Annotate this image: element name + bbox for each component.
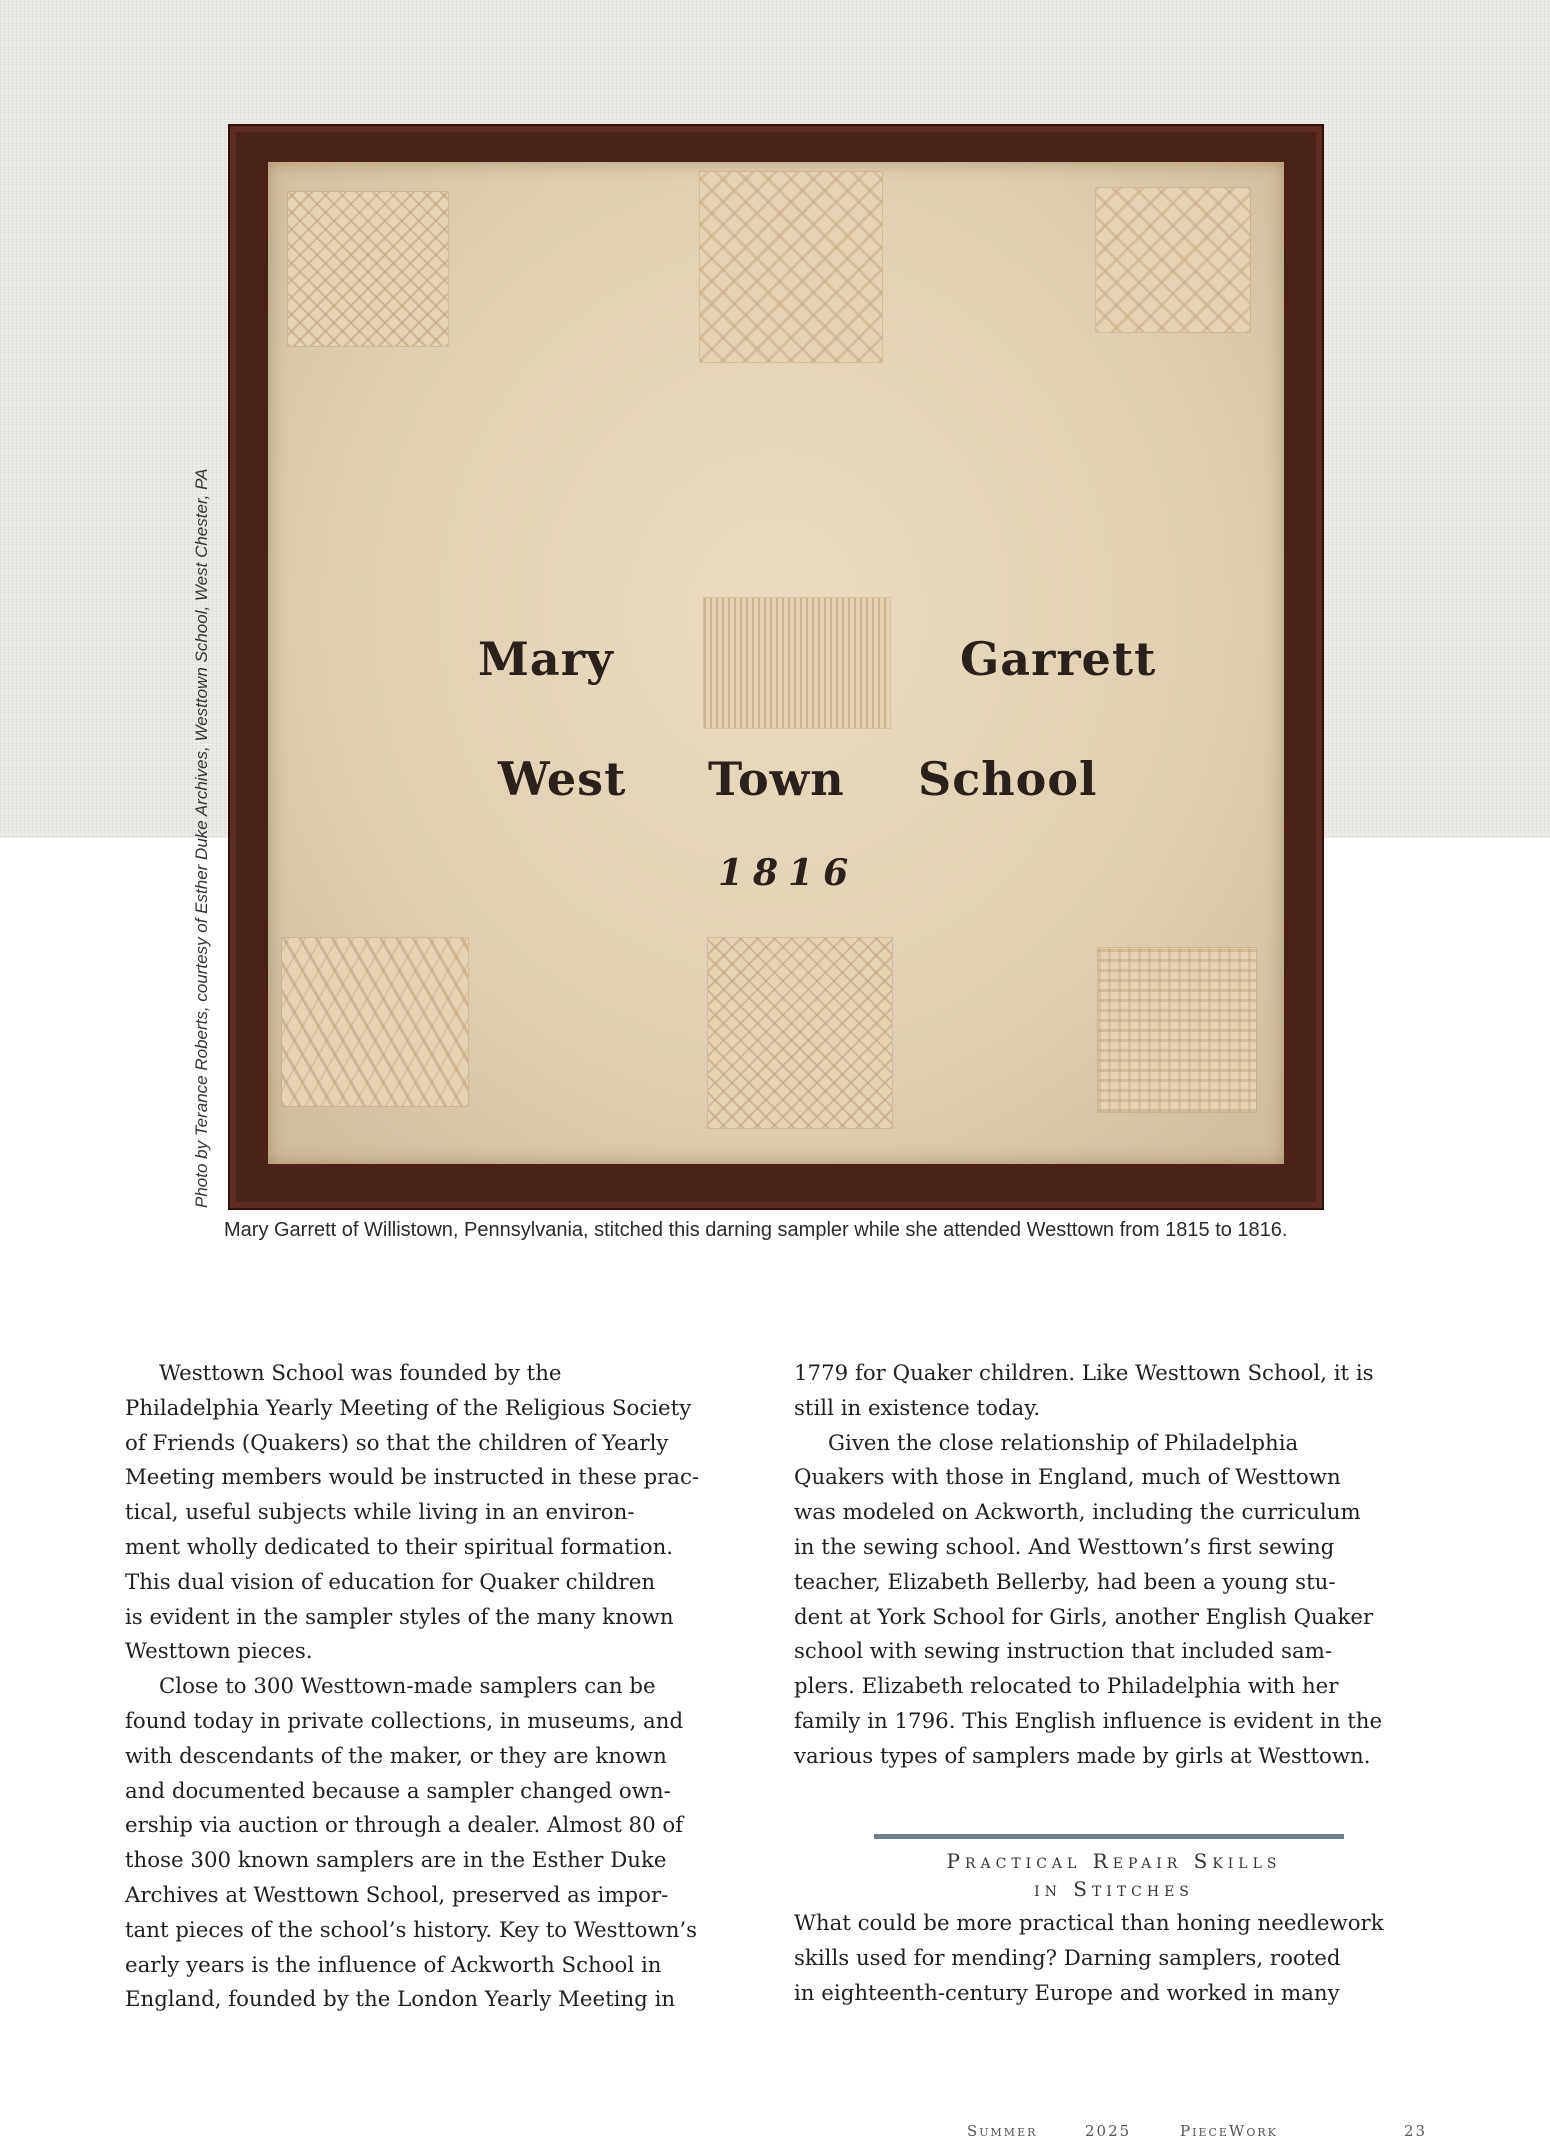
darning-patch	[1098, 948, 1256, 1112]
paragraph-line: in eighteenth-century Europe and worked in many	[794, 1980, 1340, 2006]
darning-patch	[282, 938, 468, 1106]
paragraph-line: with descendants of the maker, or they are known	[125, 1743, 667, 1769]
paragraph-line: tical, useful subjects while living in an environ-	[125, 1500, 635, 1526]
article-column-right	[794, 1357, 1434, 1775]
section-heading	[794, 1847, 1434, 1903]
paragraph-line: teacher, Elizabeth Bellerby, had been a young stu-	[794, 1569, 1336, 1595]
paragraph-line: and documented because a sampler changed own-	[125, 1778, 671, 1804]
photo-caption: Mary Garrett of Willistown, Pennsylvania, stitched this darning sampler while she attended Westtown from 1815 to 1816.	[224, 1219, 1288, 1241]
paragraph-line: Meeting members would be instructed in these prac-	[125, 1465, 700, 1491]
stitched-word-west: West	[498, 752, 627, 806]
paragraph-line: 1779 for Quaker children. Like Westtown School, it is	[794, 1361, 1374, 1386]
paragraph-line: in the sewing school. And Westtown’s first sewing	[794, 1534, 1335, 1560]
paragraph-line: various types of samplers made by girls at Westtown.	[794, 1743, 1371, 1769]
paragraph-line: England, founded by the London Yearly Meeting in	[125, 1987, 676, 2013]
stitched-word-town: Town	[708, 752, 845, 806]
stitched-first-name: Mary	[478, 632, 614, 686]
paragraph-line: Quakers with those in England, much of Westtown	[794, 1465, 1341, 1491]
paragraph-line: Given the close relationship of Philadelphia	[828, 1430, 1299, 1456]
darning-patch	[708, 938, 892, 1128]
sampler-photo	[228, 124, 1324, 1210]
footer-magazine: PieceWork	[1180, 2122, 1278, 2140]
stitched-last-name: Garrett	[960, 632, 1157, 686]
paragraph-line: skills used for mending? Darning samplers, rooted	[794, 1945, 1341, 1971]
paragraph-line: This dual vision of education for Quaker children	[125, 1569, 656, 1595]
paragraph-line: Archives at Westtown School, preserved as impor-	[125, 1882, 669, 1908]
paragraph-line: of Friends (Quakers) so that the children of Yearly	[125, 1430, 669, 1456]
darning-patch	[1096, 188, 1250, 332]
paragraph-line: Close to 300 Westtown-made samplers can be	[159, 1674, 656, 1700]
paragraph-line: early years is the influence of Ackworth School in	[125, 1952, 662, 1978]
paragraph-line: those 300 known samplers are in the Esther Duke	[125, 1848, 667, 1874]
stitched-word-school: School	[918, 752, 1098, 806]
paragraph-line: plers. Elizabeth relocated to Philadelphia with her	[794, 1674, 1339, 1700]
darning-patch	[700, 172, 882, 362]
article-column-left	[125, 1357, 765, 2018]
paragraph-line: Westtown School was founded by the	[159, 1361, 562, 1386]
paragraph-line: was modeled on Ackworth, including the curriculum	[794, 1500, 1361, 1526]
section-rule	[874, 1834, 1344, 1839]
page-number: 23	[1404, 2122, 1428, 2140]
paragraph-line: is evident in the sampler styles of the many known	[125, 1604, 674, 1630]
paragraph-line: What could be more practical than honing needlework	[794, 1911, 1384, 1936]
paragraph-line: Westtown pieces.	[125, 1639, 313, 1665]
paragraph-line: Philadelphia Yearly Meeting of the Religious Society	[125, 1395, 692, 1421]
stitched-year: 1816	[718, 852, 859, 894]
darning-patch	[704, 598, 890, 728]
section-heading-line: in Stitches	[1034, 1877, 1194, 1901]
paragraph-line: family in 1796. This English influence is evident in the	[794, 1708, 1383, 1734]
paragraph-line: ment wholly dedicated to their spiritual formation.	[125, 1534, 674, 1560]
footer-season: Summer	[967, 2122, 1038, 2140]
paragraph-line: ership via auction or through a dealer. Almost 80 of	[125, 1813, 684, 1839]
paragraph-line: school with sewing instruction that included sam-	[794, 1639, 1333, 1665]
paragraph-line: dent at York School for Girls, another English Quaker	[794, 1604, 1374, 1630]
sampler-cloth	[268, 162, 1284, 1164]
article-column-right-continued	[794, 1907, 1434, 2011]
photo-credit: Photo by Terance Roberts, courtesy of Esther Duke Archives, Westtown School, West Chester, PA	[192, 468, 211, 1208]
paragraph-line: tant pieces of the school’s history. Key to Westtown’s	[125, 1917, 698, 1943]
paragraph-line: found today in private collections, in museums, and	[125, 1708, 684, 1734]
footer-year: 2025	[1085, 2122, 1132, 2140]
darning-patch	[288, 192, 448, 346]
section-heading-line: Practical Repair Skills	[946, 1849, 1282, 1873]
paragraph-line: still in existence today.	[794, 1395, 1041, 1421]
